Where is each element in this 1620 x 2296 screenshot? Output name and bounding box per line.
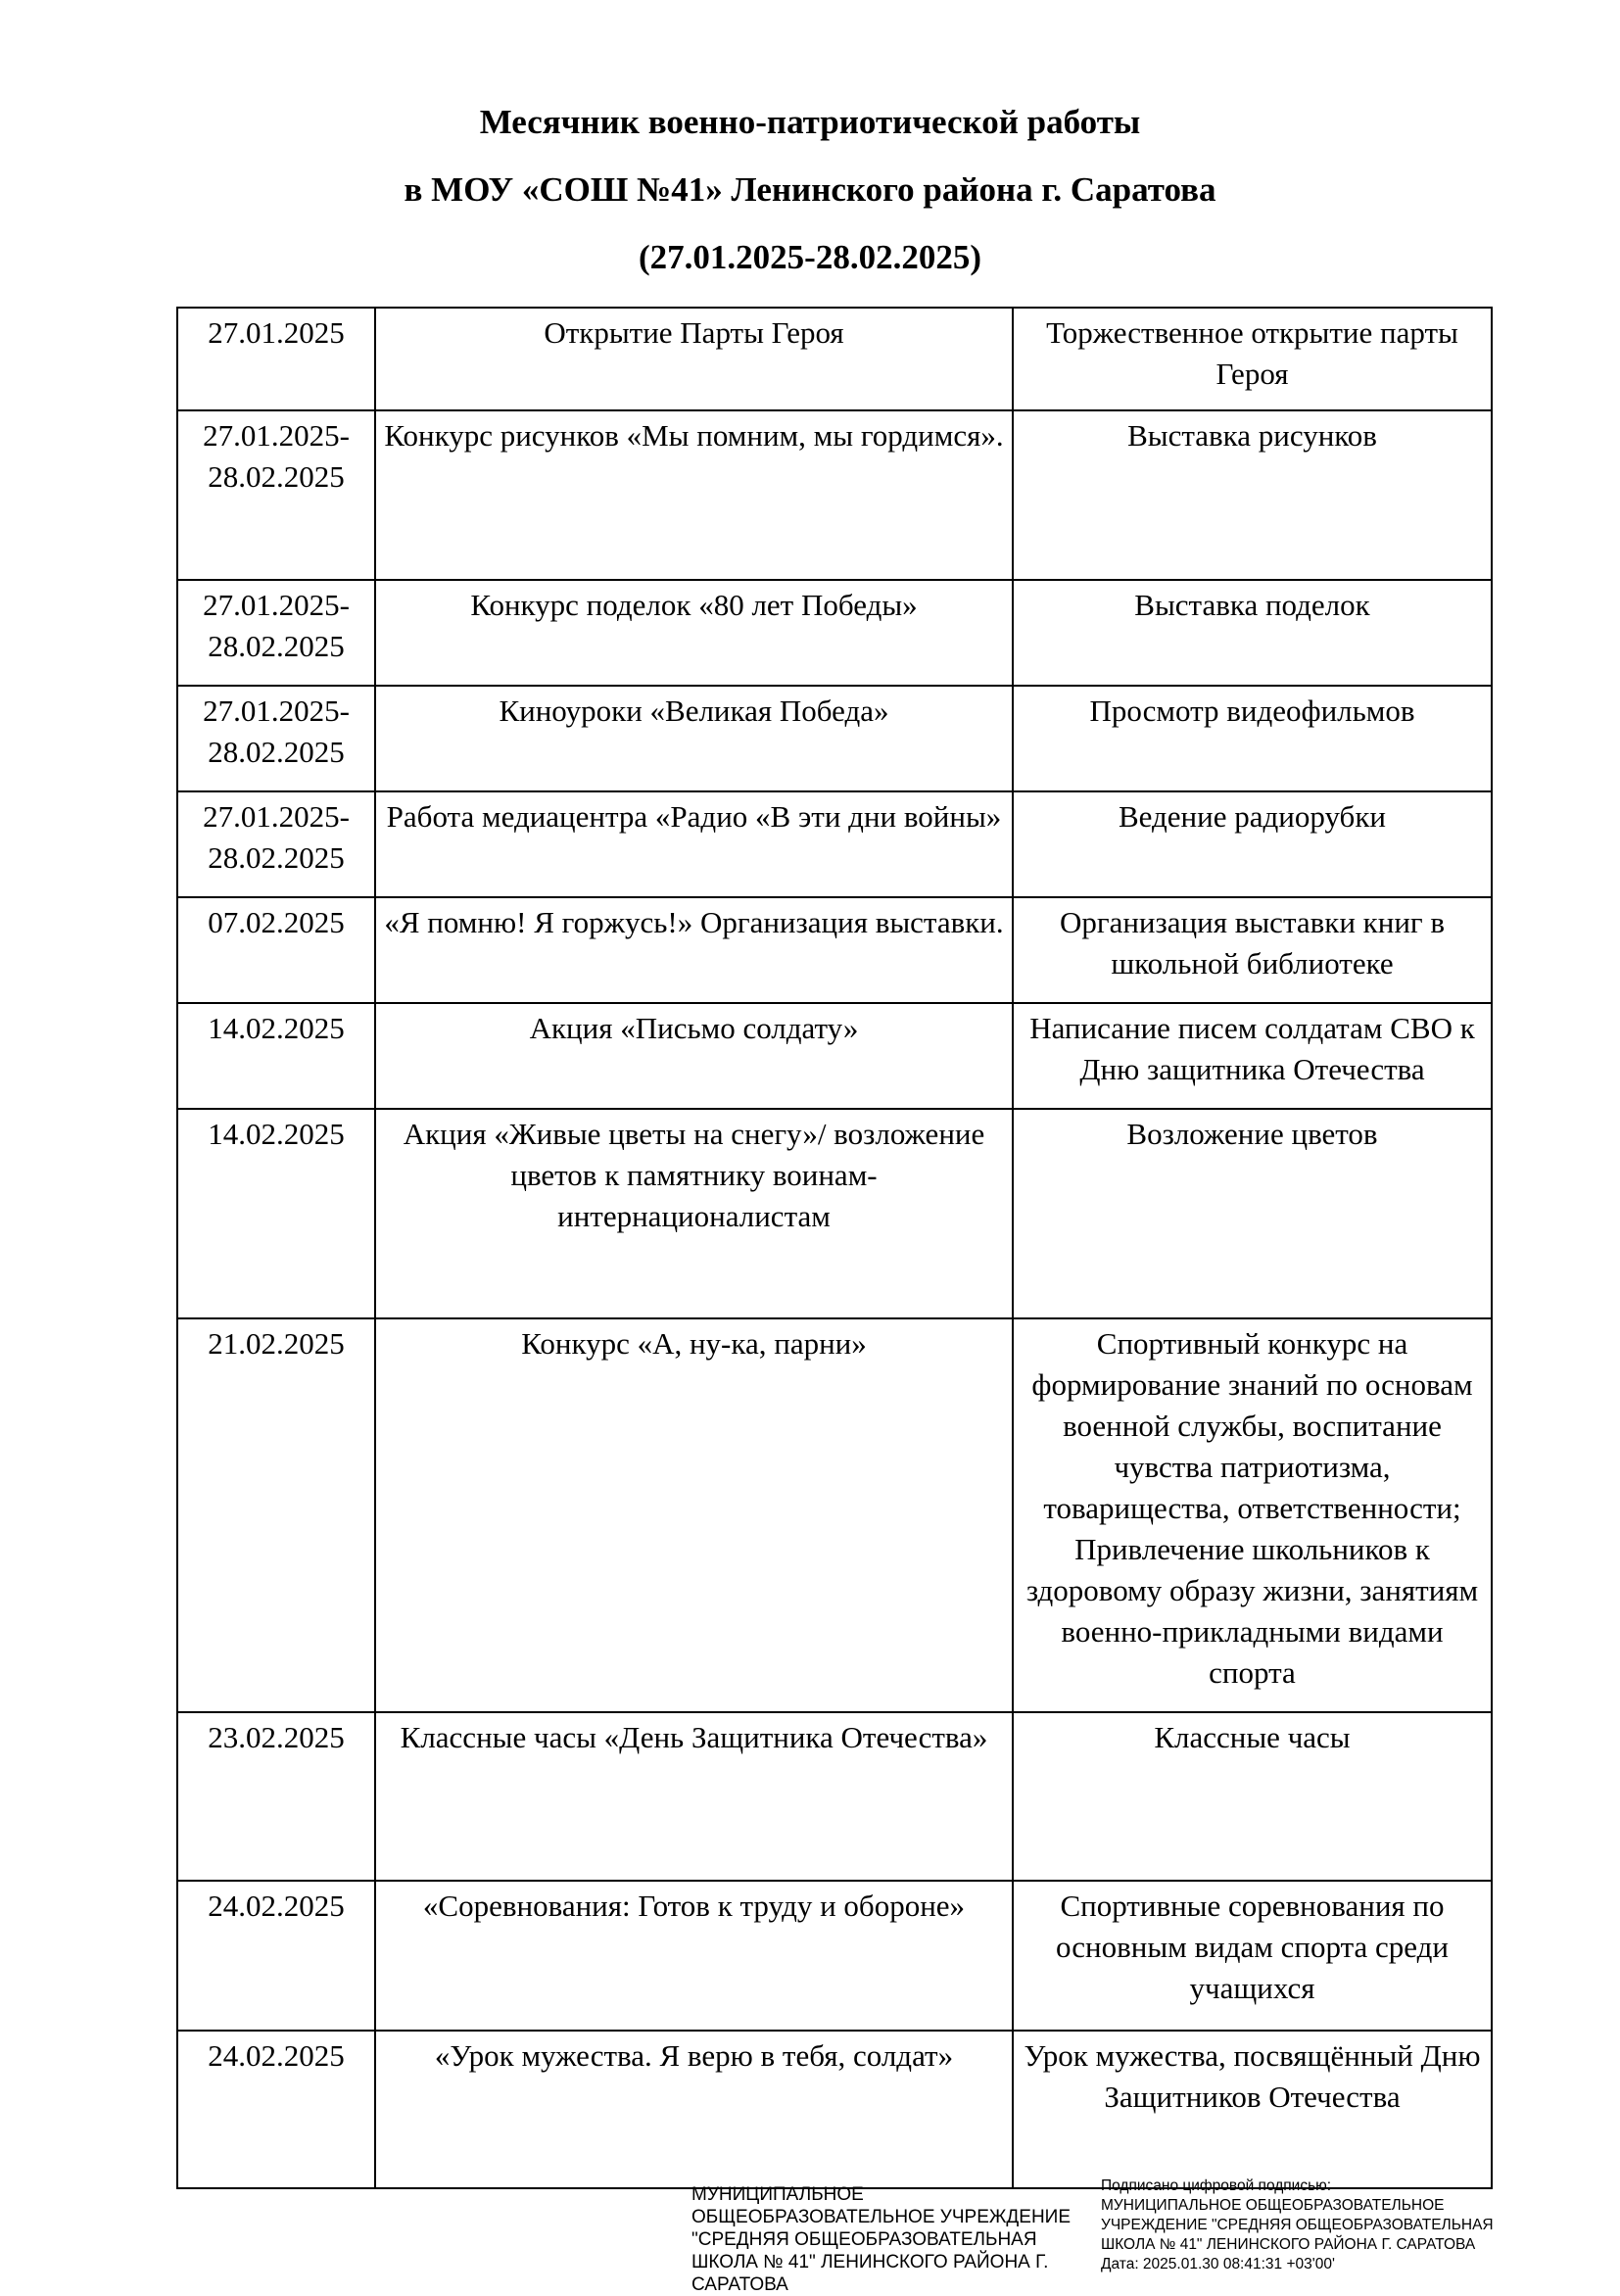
event-cell: Работа медиацентра «Радио «В эти дни войны» — [375, 791, 1013, 897]
signature-details — [1101, 2176, 1512, 2274]
table-row — [177, 686, 1492, 791]
date-cell: 27.01.2025 — [177, 308, 375, 410]
events-table-body — [177, 308, 1492, 2188]
description-cell: Выставка рисунков — [1013, 410, 1492, 580]
signature-organization: МУНИЦИПАЛЬНОЕ ОБЩЕОБРАЗОВАТЕЛЬНОЕ УЧРЕЖДЕНИЕ "СРЕДНЯЯ ОБЩЕОБРАЗОВАТЕЛЬНАЯ ШКОЛА № 41" ЛЕНИНСКОГО РАЙОНА Г. САРАТОВА — [691, 2184, 1071, 2295]
date-cell: 14.02.2025 — [177, 1003, 375, 1109]
event-cell: Конкурс «А, ну-ка, парни» — [375, 1318, 1013, 1712]
signature-signed-label: Подписано цифровой подписью: — [1101, 2177, 1332, 2194]
date-cell: 24.02.2025 — [177, 1881, 375, 2031]
event-cell: «Урок мужества. Я верю в тебя, солдат» — [375, 2031, 1013, 2188]
event-cell: Классные часы «День Защитника Отечества» — [375, 1712, 1013, 1881]
event-cell: Открытие Парты Героя — [375, 308, 1013, 410]
date-cell: 27.01.2025-28.02.2025 — [177, 410, 375, 580]
date-cell: 23.02.2025 — [177, 1712, 375, 1881]
table-row — [177, 1881, 1492, 2031]
table-row — [177, 580, 1492, 686]
event-cell: Акция «Живые цветы на снегу»/ возложение цветов к памятнику воинам-интернационалистам — [375, 1109, 1013, 1318]
description-cell: Урок мужества, посвящённый Дню Защитников Отечества — [1013, 2031, 1492, 2188]
table-row — [177, 2031, 1492, 2188]
description-cell: Спортивный конкурс на формирование знаний по основам военной службы, воспитание чувства патриотизма, товарищества, ответственности; Привлечение школьников к здоровому образу жизни, занятиям военно-прикладными видами спорта — [1013, 1318, 1492, 1712]
events-table — [176, 307, 1493, 2189]
table-row — [177, 308, 1492, 410]
document-subtitle-school: в МОУ «СОШ №41» Ленинского района г. Саратова — [404, 170, 1216, 209]
signature-date: Дата: 2025.01.30 08:41:31 +03'00' — [1101, 2256, 1335, 2272]
date-cell: 27.01.2025-28.02.2025 — [177, 686, 375, 791]
date-cell: 14.02.2025 — [177, 1109, 375, 1318]
signature-signer-line: УЧРЕЖДЕНИЕ "СРЕДНЯЯ ОБЩЕОБРАЗОВАТЕЛЬНАЯ — [1101, 2217, 1494, 2233]
table-row — [177, 1318, 1492, 1712]
description-cell: Организация выставки книг в школьной библиотеке — [1013, 897, 1492, 1003]
description-cell: Возложение цветов — [1013, 1109, 1492, 1318]
event-cell: «Я помню! Я горжусь!» Организация выставки. — [375, 897, 1013, 1003]
date-cell: 21.02.2025 — [177, 1318, 375, 1712]
date-cell: 24.02.2025 — [177, 2031, 375, 2188]
description-cell: Классные часы — [1013, 1712, 1492, 1881]
event-cell: Акция «Письмо солдату» — [375, 1003, 1013, 1109]
event-cell: Конкурс рисунков «Мы помним, мы гордимся». — [375, 410, 1013, 580]
document-subtitle-period: (27.01.2025-28.02.2025) — [639, 238, 981, 276]
description-cell: Написание писем солдатам СВО к Дню защитника Отечества — [1013, 1003, 1492, 1109]
document-title: Месячник военно-патриотической работы — [479, 103, 1141, 141]
date-cell: 07.02.2025 — [177, 897, 375, 1003]
date-cell: 27.01.2025-28.02.2025 — [177, 791, 375, 897]
event-cell: Киноуроки «Великая Победа» — [375, 686, 1013, 791]
event-cell: Конкурс поделок «80 лет Победы» — [375, 580, 1013, 686]
table-row — [177, 410, 1492, 580]
description-cell: Просмотр видеофильмов — [1013, 686, 1492, 791]
description-cell: Выставка поделок — [1013, 580, 1492, 686]
description-cell: Торжественное открытие парты Героя — [1013, 308, 1492, 410]
table-row — [177, 1712, 1492, 1881]
description-cell: Ведение радиорубки — [1013, 791, 1492, 897]
table-row — [177, 897, 1492, 1003]
table-row — [177, 791, 1492, 897]
event-cell: «Соревнования: Готов к труду и обороне» — [375, 1881, 1013, 2031]
signature-signer-line: ШКОЛА № 41" ЛЕНИНСКОГО РАЙОНА Г. САРАТОВА — [1101, 2236, 1476, 2253]
date-cell: 27.01.2025-28.02.2025 — [177, 580, 375, 686]
table-row — [177, 1003, 1492, 1109]
description-cell: Спортивные соревнования по основным видам спорта среди учащихся — [1013, 1881, 1492, 2031]
table-row — [177, 1109, 1492, 1318]
signature-signer-line: МУНИЦИПАЛЬНОЕ ОБЩЕОБРАЗОВАТЕЛЬНОЕ — [1101, 2197, 1445, 2214]
